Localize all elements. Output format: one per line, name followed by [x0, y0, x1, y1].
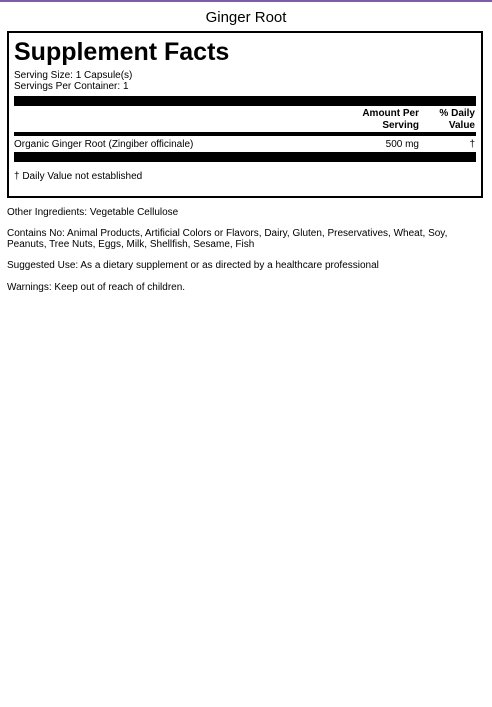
suggested-use: Suggested Use: As a dietary supplement or as directed by a healthcare professional — [7, 260, 379, 271]
supplement-facts-heading: Supplement Facts — [14, 38, 230, 66]
ingredient-name: Organic Ginger Root (Zingiber officinale) — [14, 139, 194, 150]
ingredient-daily-value: † — [469, 139, 475, 150]
amount-header-line1: Amount Per — [362, 108, 419, 119]
amount-per-serving-header — [349, 108, 419, 132]
daily-value-footnote: † Daily Value not established — [14, 171, 143, 182]
top-accent-bar — [0, 0, 492, 2]
warnings: Warnings: Keep out of reach of children. — [7, 282, 186, 293]
daily-header-line2: Value — [448, 120, 475, 131]
servings-per-container: Servings Per Container: 1 — [14, 81, 129, 92]
divider-thick-top — [14, 96, 476, 106]
other-ingredients: Other Ingredients: Vegetable Cellulose — [7, 207, 179, 218]
divider-thick-bottom — [14, 152, 476, 162]
daily-value-header — [429, 108, 475, 132]
daily-header-line1: % Daily — [439, 108, 475, 119]
ingredient-amount: 500 mg — [385, 139, 419, 150]
amount-header-line2: Serving — [382, 120, 419, 131]
serving-size: Serving Size: 1 Capsule(s) — [14, 70, 133, 81]
contains-no: Contains No: Animal Products, Artificial Colors or Flavors, Dairy, Gluten, Preservatives, Wheat, Soy, Peanuts, Tree Nuts, Eggs, Milk, Shellfish, Sesame, Fish — [7, 228, 448, 250]
supplement-facts-panel — [7, 31, 483, 198]
product-title: Ginger Root — [205, 9, 287, 26]
divider-thin — [14, 132, 476, 136]
